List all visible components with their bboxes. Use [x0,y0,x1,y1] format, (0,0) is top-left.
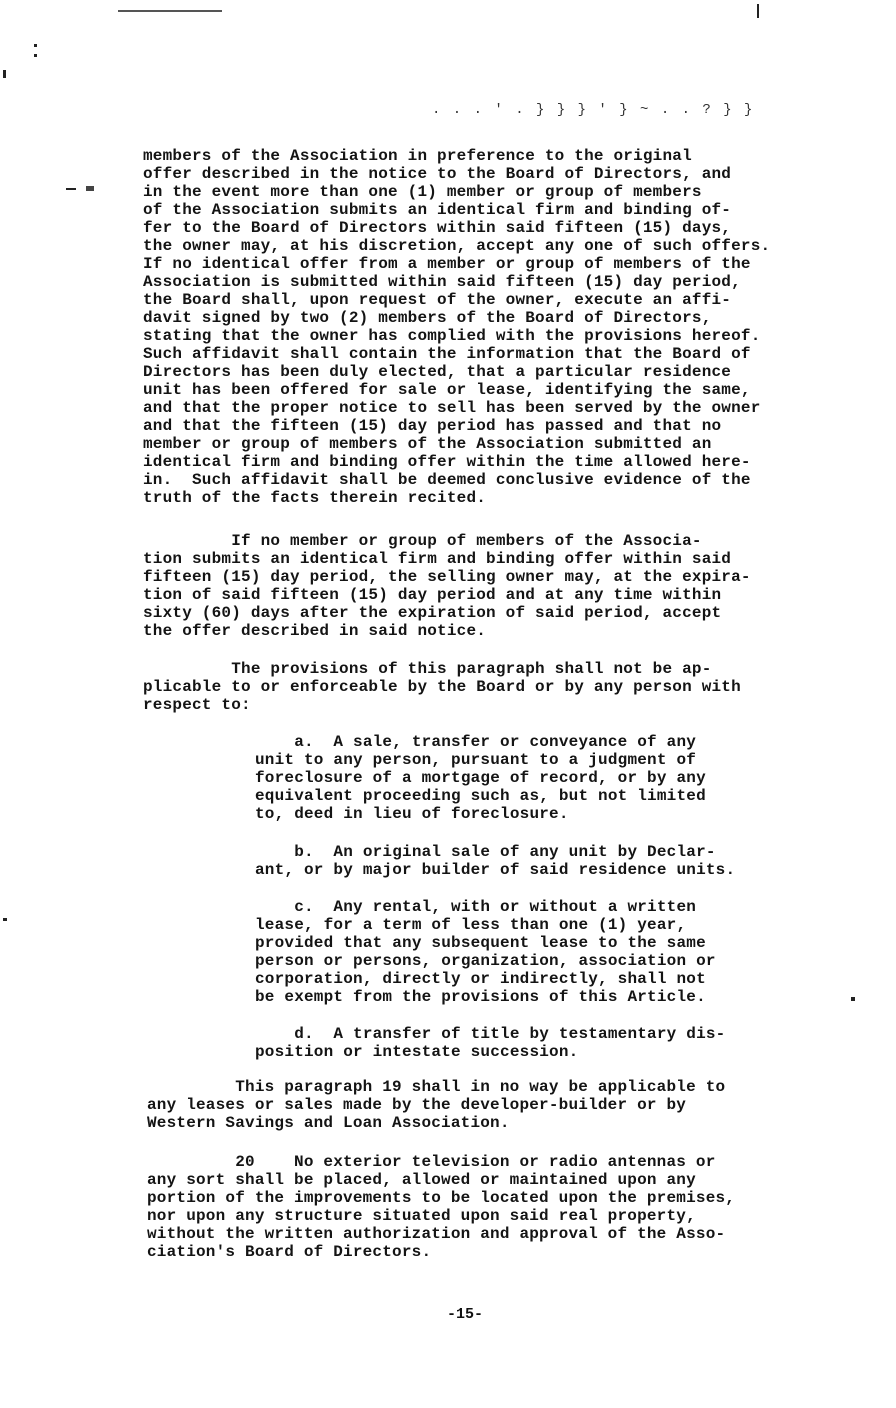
text-line: unit to any person, pursuant to a judgment of [255,751,697,769]
text-line: members of the Association in preference to the original [143,147,692,165]
text-line: to, deed in lieu of foreclosure. [255,805,569,823]
text-line: stating that the owner has complied with the provisions hereof. [143,327,761,345]
text-line: This paragraph 19 shall in no way be applicable to [147,1078,726,1096]
text-line: the owner may, at his discretion, accept any one of such offers. [143,237,771,255]
text-line: the Board shall, upon request of the owner, execute an affi- [143,291,732,309]
text-line: fifteen (15) day period, the selling owner may, at the expira- [143,568,751,586]
text-line: provided that any subsequent lease to the same [255,934,706,952]
text-line: d. A transfer of title by testamentary dis- [255,1025,726,1043]
text-line: If no member or group of members of the Associa- [143,532,702,550]
text-line: be exempt from the provisions of this Article. [255,988,706,1006]
text-line: respect to: [143,696,251,714]
text-line: ciation's Board of Directors. [147,1243,432,1261]
text-line: any sort shall be placed, allowed or maintained upon any [147,1171,696,1189]
text-line: truth of the facts therein recited. [143,489,487,507]
text-line: nor upon any structure situated upon said real property, [147,1207,696,1225]
text-line: a. A sale, transfer or conveyance of any [255,733,697,751]
scan-artifact-dash [86,186,94,191]
text-line: corporation, directly or indirectly, shall not [255,970,706,988]
text-line: and that the proper notice to sell has been served by the owner [143,399,761,417]
text-line: identical firm and binding offer within the time allowed here- [143,453,751,471]
text-line: equivalent proceeding such as, but not limited [255,787,706,805]
text-line: any leases or sales made by the developer-builder or by [147,1096,687,1114]
text-line: b. An original sale of any unit by Declar- [255,843,716,861]
text-line: portion of the improvements to be located upon the premises, [147,1189,736,1207]
text-line: offer described in the notice to the Board of Directors, and [143,165,732,183]
scan-artifact-dot [34,44,37,47]
text-line: 20 No exterior television or radio antennas or [147,1153,716,1171]
text-line: of the Association submits an identical firm and binding of- [143,201,732,219]
scan-artifact-dot [851,997,855,1001]
text-line: without the written authorization and approval of the Asso- [147,1225,726,1243]
text-line: lease, for a term of less than one (1) year, [255,916,687,934]
text-line: tion submits an identical firm and binding offer within said [143,550,732,568]
text-line: fer to the Board of Directors within said fifteen (15) days, [143,219,732,237]
text-line: unit has been offered for sale or lease, identifying the same, [143,381,751,399]
text-line: If no identical offer from a member or group of members of the [143,255,751,273]
text-line: person or persons, organization, association or [255,952,716,970]
text-line: ant, or by major builder of said residence units. [255,861,736,879]
page-number: -15- [447,1306,484,1323]
scan-artifact-dot [3,918,7,921]
text-line: in the event more than one (1) member or group of members [143,183,702,201]
text-line: and that the fifteen (15) day period has passed and that no [143,417,722,435]
text-line: Such affidavit shall contain the information that the Board of [143,345,751,363]
text-line: member or group of members of the Association submitted an [143,435,712,453]
scan-artifact-dot [34,54,37,57]
text-line: Western Savings and Loan Association. [147,1114,510,1132]
text-line: davit signed by two (2) members of the Board of Directors, [143,309,712,327]
text-line: position or intestate succession. [255,1043,579,1061]
scan-artifact-top-right [757,4,759,18]
scan-artifact-dot [3,70,6,78]
text-line: Directors has been duly elected, that a particular residence [143,363,732,381]
text-line: tion of said fifteen (15) day period and at any time within [143,586,722,604]
text-line: foreclosure of a mortgage of record, or by any [255,769,706,787]
text-line: The provisions of this paragraph shall not be ap- [143,660,712,678]
header-artifact: . . . ' . } } } ' } ~ . . ? } } [432,102,755,118]
text-line: Association is submitted within said fifteen (15) day period, [143,273,741,291]
text-line: sixty (60) days after the expiration of said period, accept [143,604,722,622]
text-line: c. Any rental, with or without a written [255,898,697,916]
text-line: plicable to or enforceable by the Board or by any person with [143,678,741,696]
scan-artifact-top-line [118,10,222,12]
text-line: the offer described in said notice. [143,622,487,640]
text-line: in. Such affidavit shall be deemed conclusive evidence of the [143,471,751,489]
scan-artifact-dash [66,188,76,190]
